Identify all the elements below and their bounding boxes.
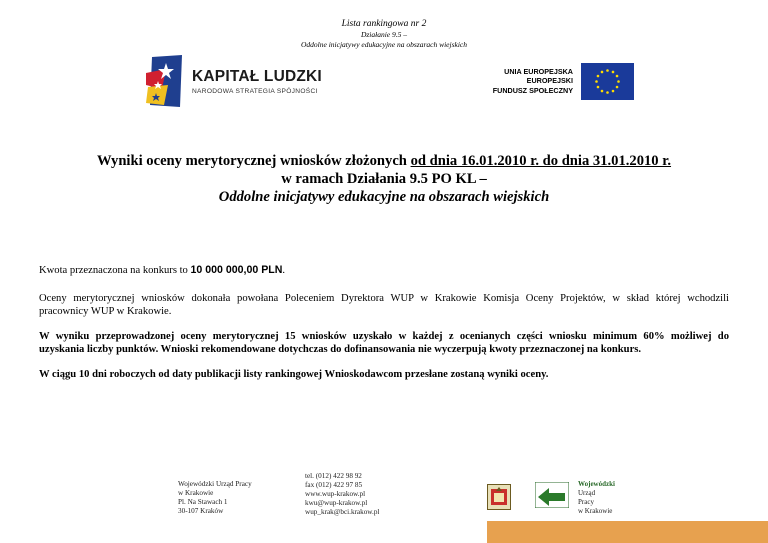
- header-line-2: Działanie 9.5 –: [360, 30, 408, 39]
- eu-star: [601, 71, 604, 74]
- paragraph-budget: [39, 264, 729, 277]
- header-line-1: Lista rankingowa nr 2: [341, 19, 427, 29]
- footer-accent-bar: [487, 521, 768, 543]
- footer-www-link[interactable]: www.wup-krakow.pl: [305, 490, 366, 498]
- budget-text: Kwota przeznaczona na konkurs to: [39, 265, 191, 276]
- eu-label-line-3: FUNDUSZ SPOŁECZNY: [492, 85, 573, 95]
- title-line-1: [0, 153, 768, 170]
- kapital-ludzki-logo: [146, 55, 326, 107]
- eu-label-line-2: EUROPEJSKI: [526, 76, 573, 86]
- header-line-3: Oddolne inicjatywy edukacyjne na obszarach wiejskich: [301, 40, 467, 49]
- paragraph-commission: [39, 292, 729, 318]
- footer-address-line-1: Wojewódzki Urząd Pracy: [178, 480, 252, 488]
- title-line-3: Oddolne inicjatywy edukacyjne na obszarach wiejskich: [218, 189, 550, 205]
- kapital-ludzki-flag-icon: [146, 55, 186, 107]
- commission-line-1: Oceny merytorycznej wniosków dokonała powołana Poleceniem Dyrektora WUP w Krakowie Komisja Oceny Projektów, w skład której wchodzili: [39, 293, 729, 304]
- eu-label: [470, 67, 573, 95]
- title-line-1-plain: Wyniki oceny merytorycznej wniosków złożonych: [96, 153, 411, 169]
- wup-label-line-3: Pracy: [578, 498, 594, 506]
- title-line-2: w ramach Działania 9.5 PO KL –: [281, 171, 487, 187]
- eu-label-line-1: UNIA EUROPEJSKA: [504, 67, 573, 76]
- budget-end: .: [282, 265, 286, 276]
- footer-contact: [305, 472, 379, 517]
- eu-star: [595, 80, 598, 83]
- footer-address-line-4: 30-107 Kraków: [178, 507, 224, 515]
- footer-address-line-3: Pl. Na Stawach 1: [178, 498, 228, 506]
- eu-star: [606, 91, 609, 94]
- commission-line-2: pracownicy WUP w Krakowie.: [39, 306, 172, 317]
- eu-star: [612, 90, 615, 93]
- results-line-2: uzyskania liczby punktów. Wnioski rekomendowane dotychczas do dofinansowania nie wyczerpują kwoty przeznaczonej na konkurs.: [39, 344, 642, 355]
- budget-amount: 10 000 000,00 PLN: [190, 264, 283, 276]
- eu-star: [616, 75, 619, 78]
- eu-flag-icon: [581, 63, 634, 100]
- kapital-ludzki-title: KAPITAŁ LUDZKI: [192, 68, 322, 85]
- wup-label-line-2: Urząd: [578, 489, 596, 497]
- footer-fax: fax (012) 422 97 85: [305, 481, 363, 489]
- eu-star: [597, 75, 600, 78]
- krakow-coat-of-arms-icon: [487, 484, 511, 510]
- eu-star: [612, 71, 615, 74]
- wup-label-line-1: Wojewódzki: [578, 480, 615, 488]
- footer-address-line-2: w Krakowie: [178, 489, 214, 497]
- title-line-1-dates: od dnia 16.01.2010 r. do dnia 31.01.2010 r.: [410, 153, 672, 169]
- footer-tel: tel. (012) 422 98 92: [305, 472, 362, 480]
- wup-label: [578, 480, 615, 516]
- results-line-1: W wyniku przeprowadzonej oceny merytorycznej 15 wniosków uzyskało w każdej z ocenianych części wniosku minimum 60% możliwej do: [39, 331, 729, 342]
- eu-star: [601, 90, 604, 93]
- kapital-ludzki-subtitle: NARODOWA STRATEGIA SPÓJNOŚCI: [192, 88, 318, 95]
- paragraph-results: [39, 330, 729, 356]
- footer-email-1-link[interactable]: kwu@wup-krakow.pl: [305, 499, 368, 507]
- wup-label-line-4: w Krakowie: [578, 507, 613, 515]
- eu-star: [616, 86, 619, 89]
- paragraph-notice: W ciągu 10 dni roboczych od daty publikacji listy rankingowej Wnioskodawcom przesłane zostaną wyniki oceny.: [39, 369, 549, 380]
- eu-star: [617, 80, 620, 83]
- eu-star: [597, 86, 600, 89]
- footer-address: [178, 480, 252, 516]
- wup-arrow-logo-icon: [535, 482, 569, 508]
- footer-email-2-link[interactable]: wup_krak@bci.krakow.pl: [305, 508, 380, 516]
- eu-star: [606, 69, 609, 72]
